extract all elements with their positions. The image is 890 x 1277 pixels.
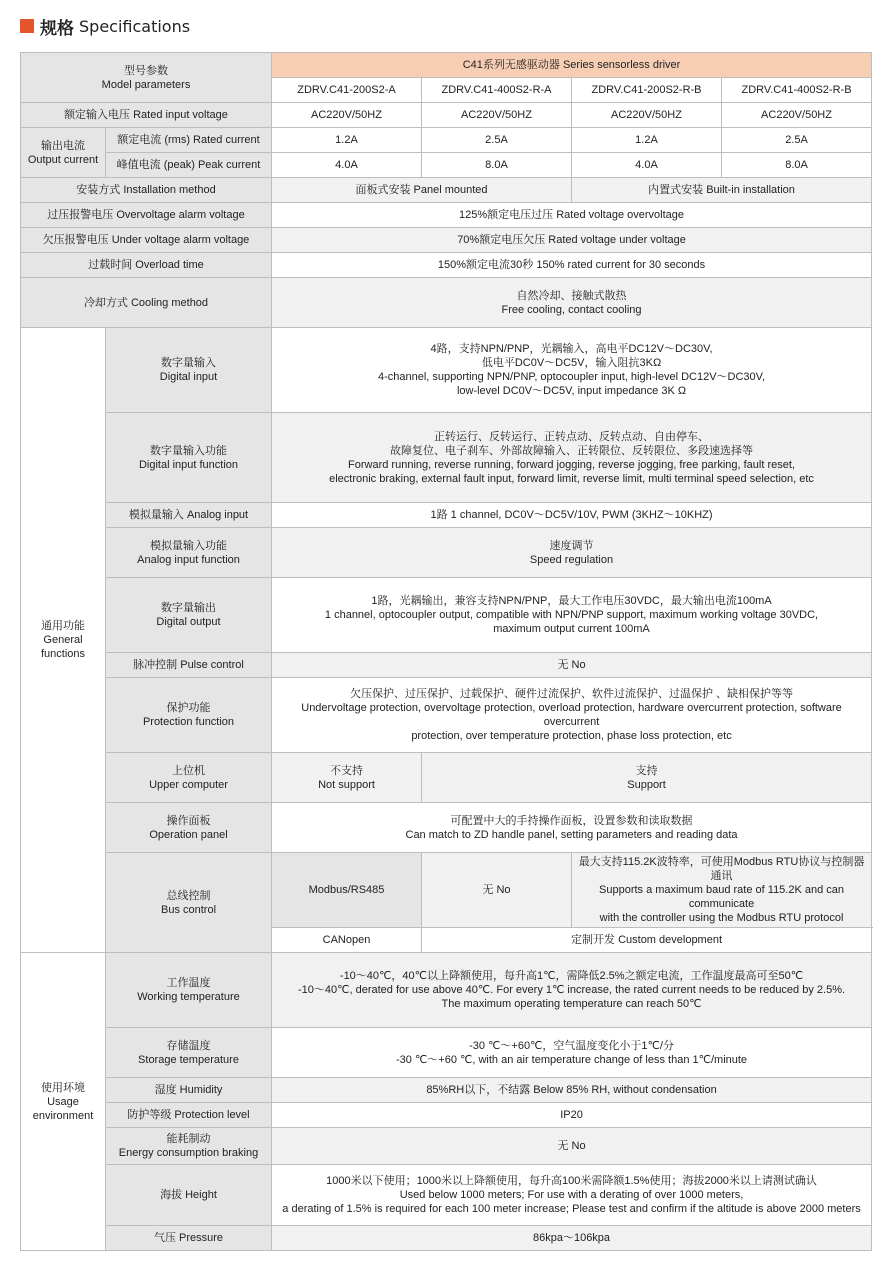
- protection-level-row: [21, 1103, 872, 1128]
- protection-row: [21, 678, 872, 753]
- digital-input-function-row: [21, 413, 872, 503]
- row-label: 过压报警电压 Overvoltage alarm voltage: [21, 203, 272, 228]
- cell-value: -30 ℃～+60℃，空气温度变化小于1℃/分 -30 ℃～+60 ℃, with an air temperature change of less than 1℃/minute: [272, 1028, 872, 1078]
- row-label: 湿度 Humidity: [106, 1078, 272, 1103]
- row-label: 脉冲控制 Pulse control: [106, 653, 272, 678]
- installation-row: [21, 178, 872, 203]
- row-label: 工作温度 Working temperature: [106, 953, 272, 1028]
- row-label: 海拔 Height: [106, 1165, 272, 1226]
- model-name: ZDRV.C41-200S2-R-B: [572, 78, 722, 103]
- working-temp-row: [21, 953, 872, 1028]
- rated-voltage-row: [21, 103, 872, 128]
- heading-marker: [20, 19, 34, 33]
- output-current-group: 输出电流 Output current: [21, 128, 106, 178]
- storage-temp-row: [21, 1028, 872, 1078]
- overload-row: [21, 253, 872, 278]
- cooling-row: [21, 278, 872, 328]
- cell-value: -10～40℃，40℃以上降额使用，每升高1℃，需降低2.5%之额定电流，工作温度最高可至50℃ -10～40℃, derated for use above 40℃. For every 1℃ increase, the rated current needs to be reduced by 2.5%. The maximum operating temperature can reach 50℃: [272, 953, 872, 1028]
- row-label: 保护功能 Protection function: [106, 678, 272, 753]
- humidity-row: [21, 1078, 872, 1103]
- cell-value: IP20: [272, 1103, 872, 1128]
- row-label: 数字量输出 Digital output: [106, 578, 272, 653]
- cell-value: 85%RH以下，不结露 Below 85% RH, without condensation: [272, 1078, 872, 1103]
- cell-value: 1.2A: [572, 128, 722, 153]
- row-label: 冷却方式 Cooling method: [21, 278, 272, 328]
- cell-value: 欠压保护、过压保护、过载保护、硬件过流保护、软件过流保护、过温保护 、缺相保护等等 Undervoltage protection, overvoltage protection, overload protection, hardware overcurrent protection, software overcurrent protection, over temperature protection, phase loss protection, etc: [272, 678, 872, 753]
- spec-table: [20, 52, 872, 1251]
- cell-value: 4.0A: [572, 153, 722, 178]
- cell-value: 支持 Support: [422, 753, 872, 803]
- cell-value: 1路 1 channel, DC0V～DC5V/10V, PWM (3KHZ～10KHZ): [272, 503, 872, 528]
- cell-value: 1.2A: [272, 128, 422, 153]
- cell-value: AC220V/50HZ: [722, 103, 872, 128]
- row-label: 操作面板 Operation panel: [106, 803, 272, 853]
- row-label: 峰值电流 (peak) Peak current: [106, 153, 272, 178]
- row-label: Modbus/RS485: [272, 853, 422, 928]
- cell-value: 自然冷却、接触式散热 Free cooling, contact cooling: [272, 278, 872, 328]
- bus-control-group: 总线控制 Bus control: [106, 853, 272, 953]
- cell-value: 定制开发 Custom development: [422, 928, 872, 953]
- cell-value: 2.5A: [422, 128, 572, 153]
- row-label: 模拟量输入功能 Analog input function: [106, 528, 272, 578]
- row-label: 能耗制动 Energy consumption braking: [106, 1128, 272, 1165]
- operation-panel-row: [21, 803, 872, 853]
- cell-value: 4.0A: [272, 153, 422, 178]
- general-functions-group: 通用功能 General functions: [21, 328, 106, 953]
- pulse-control-row: [21, 653, 872, 678]
- rated-current-row: [21, 128, 872, 153]
- pressure-row: [21, 1226, 872, 1251]
- cell-value: 2.5A: [722, 128, 872, 153]
- model-name: ZDRV.C41-400S2-R-A: [422, 78, 572, 103]
- cell-value: AC220V/50HZ: [572, 103, 722, 128]
- cell-value: 1路，光耦输出，兼容支持NPN/PNP，最大工作电压30VDC，最大输出电流100mA 1 channel, optocoupler output, compatible with NPN/PNP support, maximum working voltage 30VDC, maximum output current 100mA: [272, 578, 872, 653]
- row-label: 额定电流 (rms) Rated current: [106, 128, 272, 153]
- cell-value: 速度调节 Speed regulation: [272, 528, 872, 578]
- row-label: 存储温度 Storage temperature: [106, 1028, 272, 1078]
- row-label: 安装方式 Installation method: [21, 178, 272, 203]
- undervoltage-row: [21, 228, 872, 253]
- cell-value: 4路，支持NPN/PNP，光耦输入，高电平DC12V～DC30V, 低电平DC0V～DC5V，输入阻抗3KΩ 4-channel, supporting NPN/PNP, optocoupler input, high-level DC12V～DC30V, low-level DC0V～DC5V, input impedance 3K Ω: [272, 328, 872, 413]
- overvoltage-row: [21, 203, 872, 228]
- cell-value: 8.0A: [422, 153, 572, 178]
- cell-value: AC220V/50HZ: [272, 103, 422, 128]
- cell-value: 无 No: [272, 1128, 872, 1165]
- cell-value: 150%额定电流30秒 150% rated current for 30 seconds: [272, 253, 872, 278]
- peak-current-row: [21, 153, 872, 178]
- modbus-row: [21, 853, 872, 928]
- series-title: C41系列无感驱动器 Series sensorless driver: [272, 53, 872, 78]
- row-label: 数字量输入 Digital input: [106, 328, 272, 413]
- row-label: 过载时间 Overload time: [21, 253, 272, 278]
- row-label: 额定输入电压 Rated input voltage: [21, 103, 272, 128]
- cell-value: 内置式安装 Built-in installation: [572, 178, 872, 203]
- cell-value: 86kpa～106kpa: [272, 1226, 872, 1251]
- cell-value: 70%额定电压欠压 Rated voltage under voltage: [272, 228, 872, 253]
- height-row: [21, 1165, 872, 1226]
- cell-value: 可配置中大的手持操作面板，设置参数和读取数据 Can match to ZD handle panel, setting parameters and reading data: [272, 803, 872, 853]
- cell-value: 不支持 Not support: [272, 753, 422, 803]
- row-label: 欠压报警电压 Under voltage alarm voltage: [21, 228, 272, 253]
- cell-value: 无 No: [422, 853, 572, 928]
- cell-value: 最大支持115.2K波特率，可使用Modbus RTU协议与控制器通讯 Supports a maximum baud rate of 115.2K and can communicate with the controller using the Modbus RTU protocol: [572, 853, 872, 928]
- cell-value: 正转运行、反转运行、正转点动、反转点动、自由停车、 故障复位、电子刹车、外部故障输入、正转限位、反转限位、多段速选择等 Forward running, reverse running, forward jogging, reverse jogging, free parking, fault reset, electronic braking, external fault input, forward limit, reverse limit, multi terminal speed selection, etc: [272, 413, 872, 503]
- model-name: ZDRV.C41-400S2-R-B: [722, 78, 872, 103]
- cell-value: 无 No: [272, 653, 872, 678]
- analog-input-row: [21, 503, 872, 528]
- cell-value: 1000米以下使用；1000米以上降额使用，每升高100米需降额1.5%使用；海拔2000米以上请测试确认 Used below 1000 meters; For use with a derating of over 1000 meters, a derating of 1.5% is required for each 100 meter increase; Please test and confirm if the altitude is above 2000 meters: [272, 1165, 872, 1226]
- heading-title-en: Specifications: [79, 16, 191, 36]
- row-label: 防护等级 Protection level: [106, 1103, 272, 1128]
- row-label: 气压 Pressure: [106, 1226, 272, 1251]
- cell-value: 面板式安装 Panel mounted: [272, 178, 572, 203]
- digital-output-row: [21, 578, 872, 653]
- section-heading: [20, 14, 190, 38]
- row-label: CANopen: [272, 928, 422, 953]
- cell-value: 125%额定电压过压 Rated voltage overvoltage: [272, 203, 872, 228]
- digital-input-row: [21, 328, 872, 413]
- row-label: 上位机 Upper computer: [106, 753, 272, 803]
- cell-value: 8.0A: [722, 153, 872, 178]
- model-params-label: 型号参数 Model parameters: [21, 53, 272, 103]
- heading-title-cn: 规格: [40, 18, 74, 39]
- row-label: 数字量输入功能 Digital input function: [106, 413, 272, 503]
- row-label: 模拟量输入 Analog input: [106, 503, 272, 528]
- upper-computer-row: [21, 753, 872, 803]
- analog-input-function-row: [21, 528, 872, 578]
- series-row: [21, 53, 872, 78]
- usage-environment-group: 使用环境 Usage environment: [21, 953, 106, 1251]
- cell-value: AC220V/50HZ: [422, 103, 572, 128]
- braking-row: [21, 1128, 872, 1165]
- model-name: ZDRV.C41-200S2-A: [272, 78, 422, 103]
